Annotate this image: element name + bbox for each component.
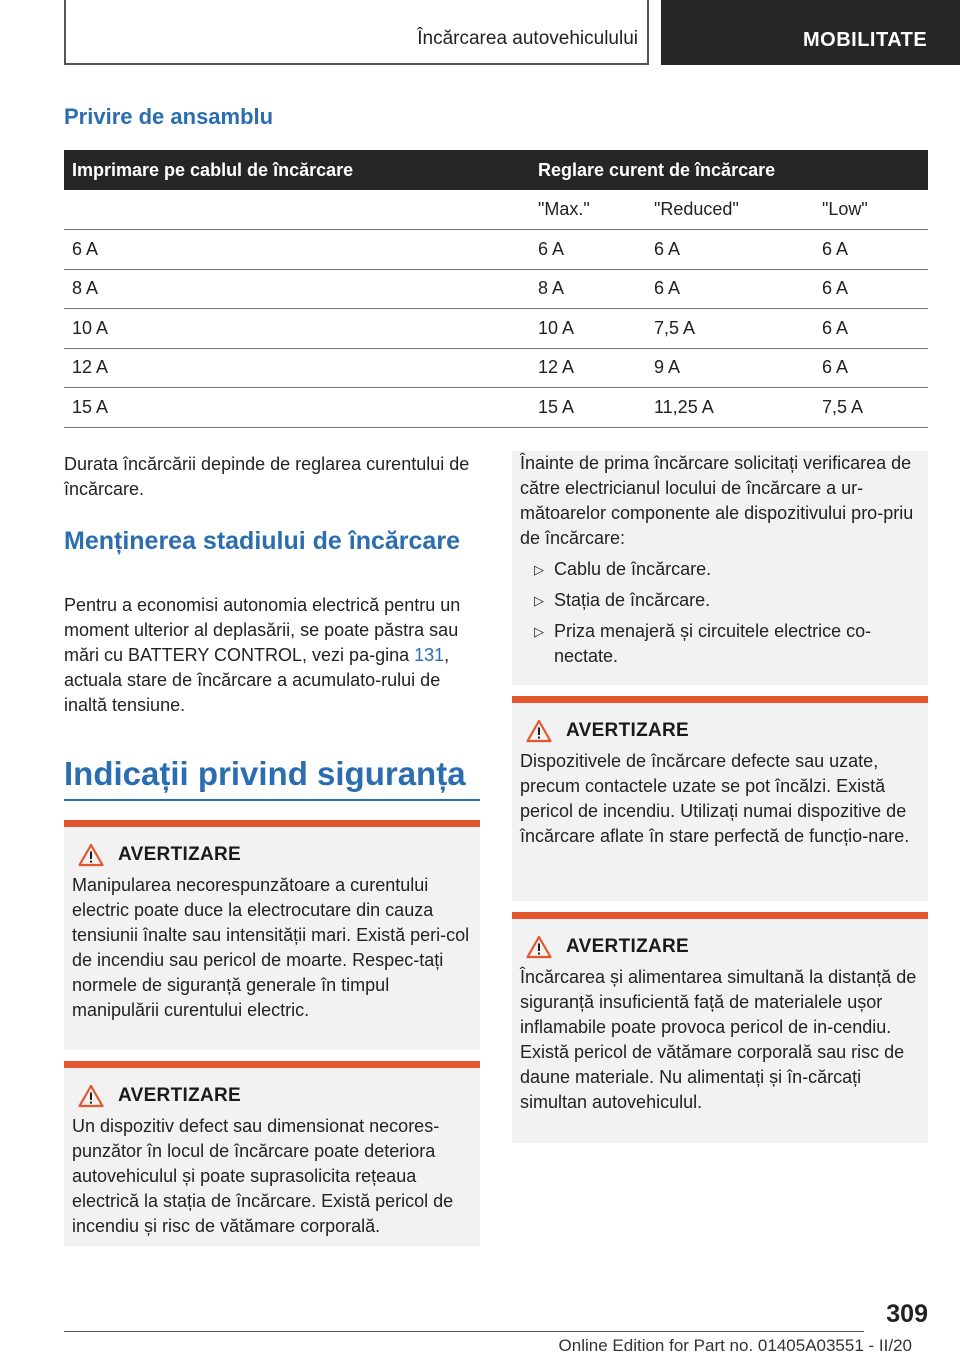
col-cable-print-header: Imprimare pe cablul de încărcare xyxy=(64,150,530,190)
list-item-text: Cablu de încărcare. xyxy=(554,559,712,579)
table-row xyxy=(64,269,928,309)
warning-box xyxy=(64,820,480,1050)
warning-text: Manipularea necorespunzătoare a curentului electric poate duce la electrocutare din cauza tensiunii înalte sau intensității mari. Există peri-col de incendiu sau pericol de moarte. Respec-tați normele de siguranță generale în timpul manipulării curentului electric. xyxy=(72,875,470,1020)
warning-title: AVERTIZARE xyxy=(118,844,241,865)
warning-title: AVERTIZARE xyxy=(566,936,689,957)
inspection-component-list xyxy=(520,557,920,669)
overview-heading: Privire de ansamblu xyxy=(64,104,274,129)
header-chapter-tab xyxy=(661,0,960,65)
table-cell: 12 A xyxy=(64,348,530,388)
table-cell: "Reduced" xyxy=(646,190,814,230)
warning-title: AVERTIZARE xyxy=(566,720,689,741)
table-cell: 6 A xyxy=(814,269,928,309)
warning-triangle-icon xyxy=(526,935,552,959)
table-cell: 15 A xyxy=(530,388,646,428)
footer-divider xyxy=(64,1331,864,1332)
header-section-title: Încărcarea autovehiculului xyxy=(417,28,638,49)
table-cell: 10 A xyxy=(530,309,646,349)
warning-box xyxy=(512,696,928,901)
warning-triangle-icon xyxy=(526,719,552,743)
maintain-charge-text xyxy=(64,593,484,718)
table-row xyxy=(64,230,928,270)
inspection-note-intro: Înainte de prima încărcare solicitați verificarea de către electricianul locului de încărcare a ur-mătoarelor componente ale dispozitivului pro-priu de încărcare: xyxy=(520,453,914,548)
table-cell: 12 A xyxy=(530,348,646,388)
table-cell: 6 A xyxy=(530,230,646,270)
table-cell: 15 A xyxy=(64,388,530,428)
table-cell: 6 A xyxy=(64,230,530,270)
col-charging-current-header: Reglare curent de încărcare xyxy=(530,150,928,190)
warning-text: Încărcarea și alimentarea simultană la distanță de siguranță insuficientă față de materialele ușor inflamabile poate provoca pericol de in-cendiu. Există pericol de vătămare corporală sau risc de daune materiale. Nu alimentați și în-cărcați simultan autovehiculul. xyxy=(520,967,917,1112)
table-cell: 6 A xyxy=(814,309,928,349)
table-header-row xyxy=(64,150,928,190)
list-item xyxy=(520,557,920,582)
warning-triangle-icon xyxy=(78,843,104,867)
table-cell: 6 A xyxy=(646,230,814,270)
warning-title: AVERTIZARE xyxy=(118,1085,241,1106)
inspection-note-box xyxy=(512,451,928,685)
table-cell: 6 A xyxy=(814,230,928,270)
chapter-label: MOBILITATE xyxy=(803,29,928,51)
table-row xyxy=(64,309,928,349)
table-cell: 9 A xyxy=(646,348,814,388)
charging-duration-text: Durata încărcării depinde de reglarea curentului de încărcare. xyxy=(64,454,470,499)
warning-text: Dispozitivele de încărcare defecte sau uzate, precum contactele uzate se pot încălzi. Există pericol de incendiu. Utilizați numai dispozitive de încărcare aflate în stare perfectă de funcțio-nare. xyxy=(520,751,910,846)
table-cell: 8 A xyxy=(530,269,646,309)
bullet-triangle-icon: ▷ xyxy=(534,593,544,608)
table-cell: 7,5 A xyxy=(814,388,928,428)
maintain-charge-heading: Menținerea stadiului de încărcare xyxy=(64,527,460,555)
footer-edition: Online Edition for Part no. 01405A03551 - II/20 xyxy=(558,1336,912,1355)
table-cell: 10 A xyxy=(64,309,530,349)
table-cell: "Max." xyxy=(530,190,646,230)
warning-box xyxy=(64,1061,480,1246)
bullet-triangle-icon: ▷ xyxy=(534,562,544,577)
safety-heading: Indicații privind siguranța xyxy=(64,755,480,801)
table-cell: 7,5 A xyxy=(646,309,814,349)
table-cell: "Low" xyxy=(814,190,928,230)
table-cell: 11,25 A xyxy=(646,388,814,428)
list-item xyxy=(520,588,920,613)
list-item xyxy=(520,619,920,669)
table-cell xyxy=(64,190,530,230)
table-cell: 6 A xyxy=(814,348,928,388)
warning-triangle-icon xyxy=(78,1084,104,1108)
warning-text: Un dispozitiv defect sau dimensionat necores-punzător în locul de încărcare poate deteriora autovehiculul și poate suprasolicita rețeaua electrică la stația de încărcare. Există pericol de incendiu și risc de vătămare corporală. xyxy=(72,1116,454,1236)
table-row xyxy=(64,348,928,388)
bullet-triangle-icon: ▷ xyxy=(534,624,544,639)
maintain-text-end: , actuala stare de încărcare a acumulato-rului de inaltă tensiune. xyxy=(64,645,450,715)
table-row xyxy=(64,388,928,428)
table-cell: 6 A xyxy=(646,269,814,309)
table-cell: 8 A xyxy=(64,269,530,309)
page-reference-link[interactable]: 131 xyxy=(414,645,445,665)
table-subheader-row xyxy=(64,190,928,230)
list-item-text: Priza menajeră și circuitele electrice co-nectate. xyxy=(554,621,872,666)
list-item-text: Stația de încărcare. xyxy=(554,590,711,610)
warning-box xyxy=(512,912,928,1143)
charging-current-table xyxy=(64,150,928,428)
page-number: 309 xyxy=(886,1300,928,1328)
maintain-text-start: Pentru a economisi autonomia electrică pentru un moment ulterior al deplasării, se poate păstra sau mări cu BATTERY CONTROL, vezi pa-gina xyxy=(64,595,461,665)
